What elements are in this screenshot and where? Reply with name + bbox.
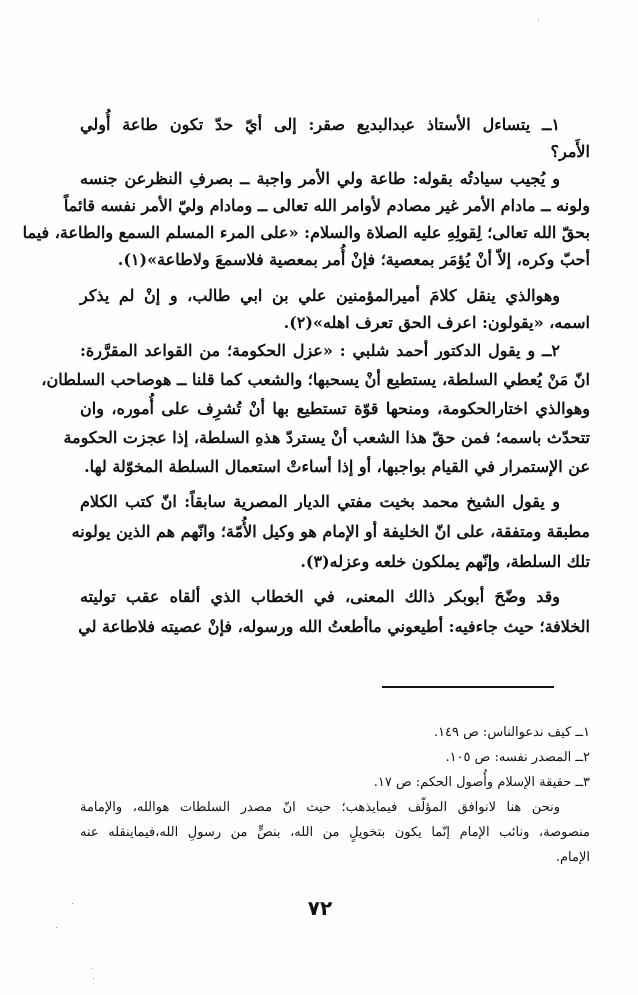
body-line: الأَمر؟ xyxy=(550,142,590,161)
body-line: الخلافة؛ حيث جاءفيه: أطيعوني ماأطعتُ الله ورسوله، فإنْ عصيته فلاطاعة لي xyxy=(78,617,590,636)
page-number: ٧٢ xyxy=(307,896,333,920)
body-line: وهوالذي اختارالحكومة، ومنحها قوّة تستطيع بها أنْ تُشرِف على أُموره، وان xyxy=(80,399,590,418)
body-line: تتحدّث باسمه؛ فمن حقّ هذا الشعب أنْ يستردّ هذهِ السلطة، إذا عجزت الحكومة xyxy=(63,428,590,447)
body-line: مطبقة ومتفقة، على انّ الخليفة أو الإمام هو وكيل الأُمّة؛ وانّهم هم الذين يولونه xyxy=(71,522,590,541)
footnote-note-line: ونحن هنا لانوافق المؤلّف فيمايذهب؛ حيث انّ مصدر السلطات هوالله، والإمامة xyxy=(80,800,560,815)
body-line: و يقول الشيخ محمد بخيت مفتي الديار المصرية سابقاً: انّ كتب الكلام xyxy=(80,492,560,511)
body-line: وقد وضّحَ أبوبكر ذالك المعنى، في الخطاب الذي ألقاه عقب توليته xyxy=(80,587,560,606)
footnote-note-line: منصوصة، ونائب الإمام إنّما يكون بتخويلٍ من الله، بنصٍّ من رسولِ الله،فيماينقله عنه xyxy=(80,825,590,840)
body-line: وهوالذي ينقل كلامَ أميرالمؤمنين علي بن ابي طالب، و إنْ لم يذكر xyxy=(80,286,560,305)
scan-speck xyxy=(72,903,73,904)
footnote-2: ٢ــ المصدر نفسه: ص ١٠٥. xyxy=(445,750,590,765)
body-line: عن الإستمرار في القيام بواجبها، أو إذا أساءتْ استعمال السلطة المخوّلة لها. xyxy=(84,457,590,476)
scan-speck xyxy=(56,927,57,928)
body-line: ولونه ــ مادام الأمر غير مصادم لأوامر الله تعالى ــ ومادام وليّ الأمر نفسه قائماً xyxy=(63,196,590,215)
footnote-1: ١ــ كيف ندعوالناس: ص ١٤٩. xyxy=(433,725,590,740)
body-line: و يُجيب سيادتُه بقوله: طاعة ولي الأمر واجبة ــ بصرفِ النظرعن جنسه xyxy=(80,169,560,188)
footnote-note-line: الإمام. xyxy=(555,850,590,865)
body-line: تلك السلطة، وإنّهم يملكون خلعه وعزله(٣). xyxy=(300,552,590,571)
scan-speck xyxy=(538,19,539,20)
footnote-3: ٣ــ حقيقة الإسلام وأُصول الحكم: ص ١٧. xyxy=(373,775,590,790)
body-line: أحبّ وكره، إلاّ أنْ يُؤمَر بمعصية؛ فإنْ أُمر بمعصية فلاسمعَ ولاطاعة»(١). xyxy=(117,250,590,269)
scan-speck xyxy=(91,968,92,969)
scan-speck xyxy=(93,978,94,979)
body-line: اسمه، «يقولون: اعرف الحق تعرف اهله»(٢). xyxy=(283,313,590,332)
footnote-separator xyxy=(382,686,554,688)
body-line: ٢ــ و يقول الدكتور أحمد شلبي : «عزل الحكومة؛ من القواعد المقرَّرة: xyxy=(80,341,560,360)
body-line: انّ مَنْ يُعطي السلطة، يستطيع أنْ يسحبها؛ والشعب كما قلنا ــ هوصاحب السلطان، xyxy=(41,370,590,389)
body-line: ١ــ يتساءل الأستاذ عبدالبديع صقر: إلى أيّ حدّ تكون طاعة أُولي xyxy=(80,115,560,134)
body-line: بحقّ الله تعالى؛ لِقولِهِ عليه الصلاة والسلام: «على المرء المسلم السمع والطاعة، فيما xyxy=(22,223,590,242)
